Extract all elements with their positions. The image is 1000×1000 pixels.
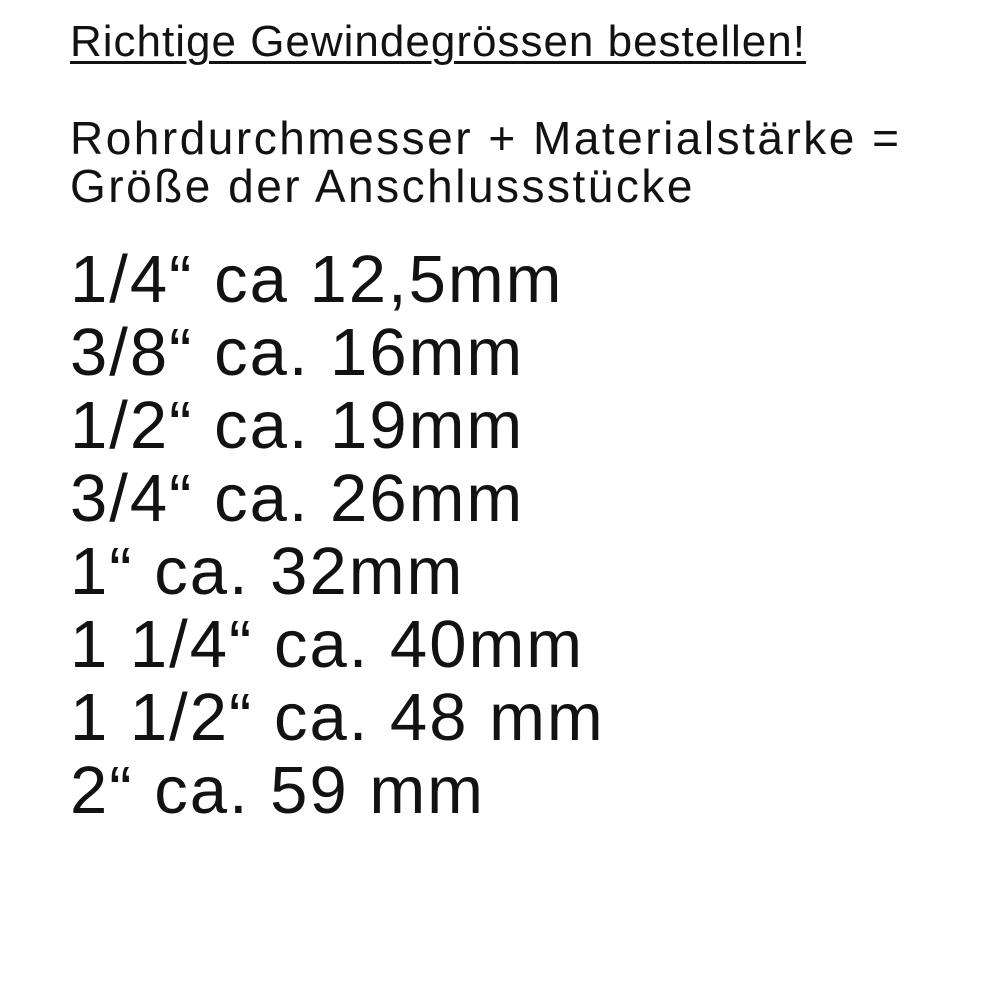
size-row-1-inch: 1“ ca. 32mm xyxy=(70,534,465,609)
subtitle-line-1: Rohrdurchmesser + Materialstärke = xyxy=(70,112,902,164)
page-title: Richtige Gewindegrössen bestellen! xyxy=(70,17,806,66)
size-row-1-4-inch: 1/4“ ca 12,5mm xyxy=(70,242,564,317)
size-row-2-inch: 2“ ca. 59 mm xyxy=(70,753,485,828)
size-row-1-1-2-inch: 1 1/2“ ca. 48 mm xyxy=(70,680,605,755)
subtitle xyxy=(70,114,902,210)
size-list xyxy=(70,243,605,827)
size-row-1-1-4-inch: 1 1/4“ ca. 40mm xyxy=(70,607,585,682)
subtitle-line-2: Größe der Anschlussstücke xyxy=(70,160,695,212)
size-row-3-4-inch: 3/4“ ca. 26mm xyxy=(70,461,525,536)
size-row-3-8-inch: 3/8“ ca. 16mm xyxy=(70,315,525,390)
size-row-1-2-inch: 1/2“ ca. 19mm xyxy=(70,388,525,463)
